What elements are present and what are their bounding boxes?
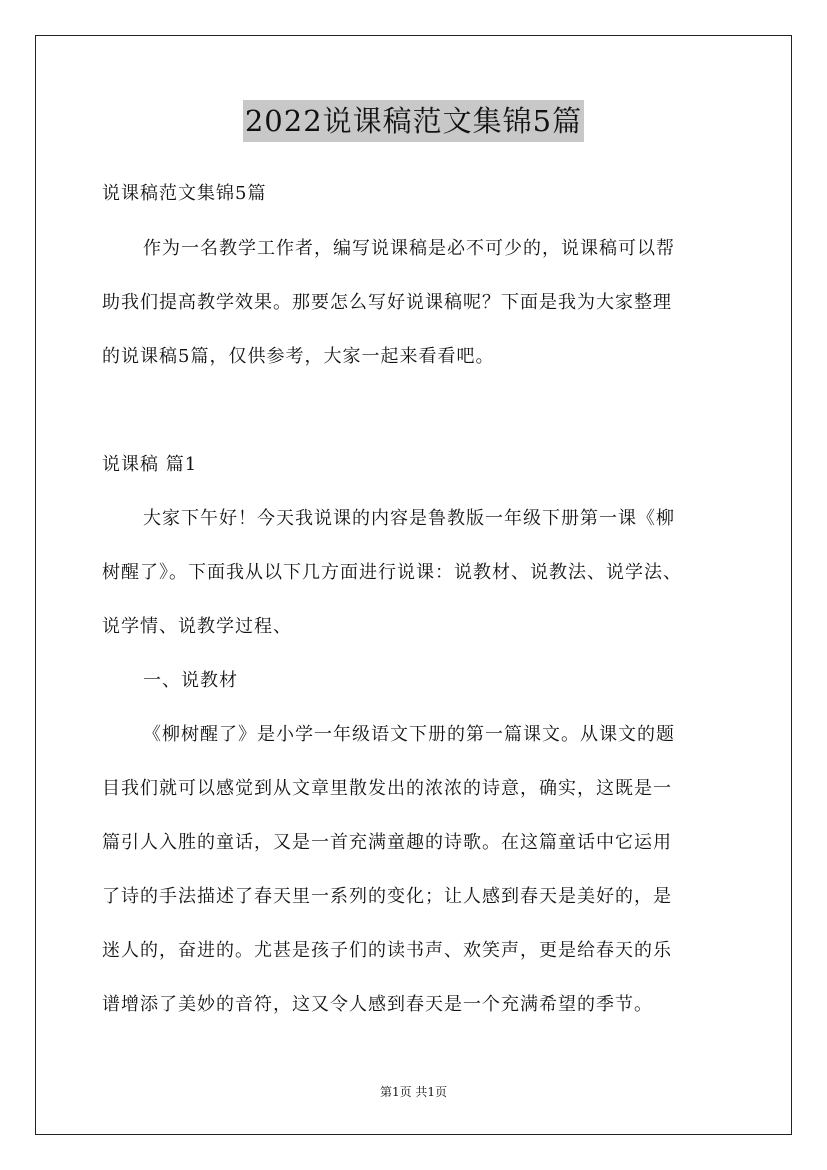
para2-line-5: 迷人的，奋进的。尤甚是孩子们的读书声、欢笑声，更是给春天的乐 [102,940,672,961]
para1-line-3: 说学情、说教学过程、 [102,616,292,637]
title-container [0,100,827,142]
para2-line-3: 篇引人入胜的童话，又是一首充满童趣的诗歌。在这篇童话中它运用 [102,832,672,853]
document-subtitle: 说课稿范文集锦5篇 [102,183,267,204]
page-footer: 第1页 共1页 [379,1085,448,1099]
intro-line-3: 的说课稿5篇，仅供参考，大家一起来看看吧。 [102,346,495,367]
intro-line-2: 助我们提高教学效果。那要怎么写好说课稿呢？下面是我为大家整理 [102,292,672,313]
para2-line-2: 目我们就可以感觉到从文章里散发出的浓浓的诗意，确实，这既是一 [102,778,672,799]
document-title: 2022说课稿范文集锦5篇 [243,100,584,142]
para1-line-2: 树醒了》。下面我从以下几方面进行说课：说教材、说教法、说学法、 [102,562,682,583]
para2-line-1: 《柳树醒了》是小学一年级语文下册的第一篇课文。从课文的题 [143,724,675,745]
subheading: 一、说教材 [143,670,238,691]
para1-line-1: 大家下午好！今天我说课的内容是鲁教版一年级下册第一课《柳 [143,508,675,529]
para2-line-4: 了诗的手法描述了春天里一系列的变化；让人感到春天是美好的，是 [102,886,672,907]
para2-line-6: 谱增添了美妙的音符，这又令人感到春天是一个充满希望的季节。 [102,994,653,1015]
intro-line-1: 作为一名教学工作者，编写说课稿是必不可少的，说课稿可以帮 [143,238,675,259]
section-heading: 说课稿 篇1 [102,454,198,475]
